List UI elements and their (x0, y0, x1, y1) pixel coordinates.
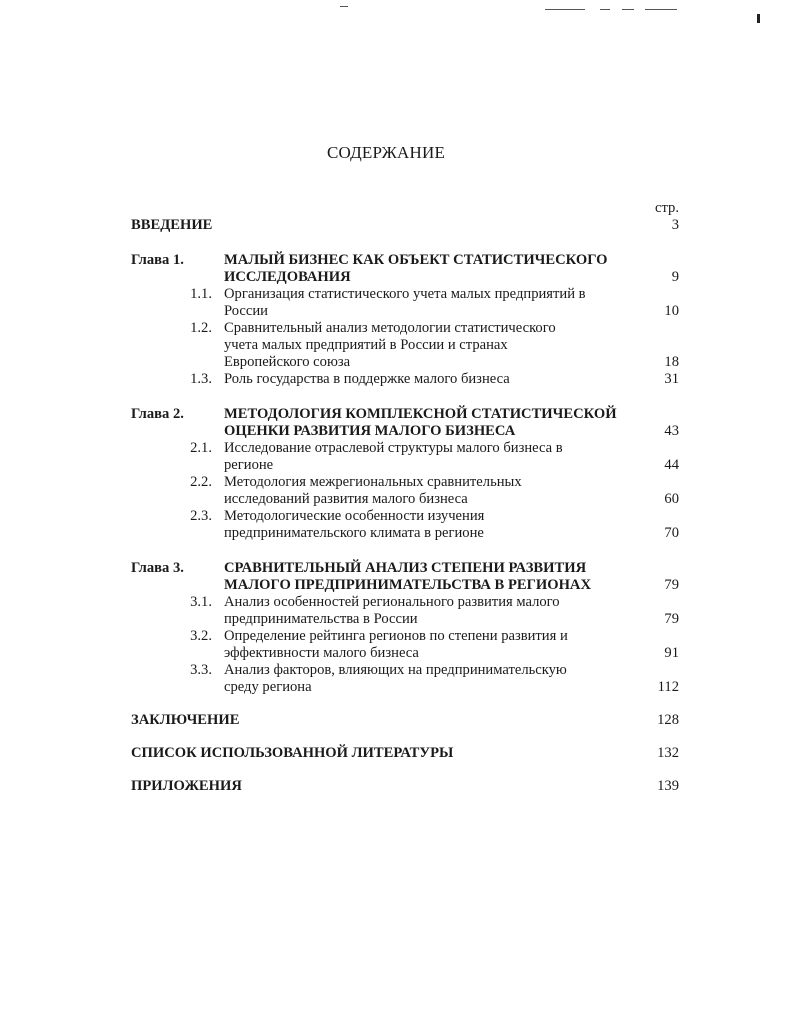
chapter-list (131, 252, 679, 696)
section-title-line: Методология межрегиональных сравнительных (224, 474, 522, 490)
entry-page: 44 (664, 457, 679, 473)
section-number: 3.2. (190, 628, 212, 644)
section-title-line: регионе (224, 457, 274, 473)
section-title-line: предпринимательства в России (224, 611, 418, 627)
entry-page: 79 (664, 577, 679, 593)
chapter-title (224, 406, 679, 440)
section-title-line: России (224, 303, 268, 319)
table-of-contents (131, 200, 679, 795)
toc-entry-section[interactable] (131, 628, 679, 662)
entry-page: 70 (664, 525, 679, 541)
section-number: 3.1. (190, 594, 212, 610)
scan-artifact (340, 6, 348, 7)
chapter-title (224, 252, 679, 286)
chapter-label: Глава 3. (131, 560, 184, 576)
section-title (224, 440, 679, 474)
section-title-line: Методологические особенности изучения (224, 508, 485, 524)
section-number: 3.3. (190, 662, 212, 678)
section-title-line: среду региона (224, 679, 312, 695)
section-title-line: Определение рейтинга регионов по степени развития и (224, 628, 568, 644)
toc-entry-section[interactable] (131, 286, 679, 320)
section-title-line: Роль государства в поддержке малого бизнеса (224, 371, 510, 387)
entry-page: 18 (664, 354, 679, 370)
entry-page: 91 (664, 645, 679, 661)
toc-entry-chapter[interactable] (131, 252, 679, 286)
scan-artifact (757, 14, 760, 23)
section-title-line: Исследование отраслевой структуры малого бизнеса в (224, 440, 563, 456)
section-number: 1.1. (190, 286, 212, 302)
chapter-title-line: МАЛОГО ПРЕДПРИНИМАТЕЛЬСТВА В РЕГИОНАХ (224, 577, 592, 593)
scan-artifact (545, 9, 585, 10)
chapter-title-line: СРАВНИТЕЛЬНЫЙ АНАЛИЗ СТЕПЕНИ РАЗВИТИЯ (224, 560, 587, 576)
section-title-line: учета малых предприятий в России и странах (224, 337, 508, 353)
section-number: 1.2. (190, 320, 212, 336)
toc-entry-section[interactable] (131, 662, 679, 696)
section-title-line: исследований развития малого бизнеса (224, 491, 468, 507)
toc-entry-section[interactable] (131, 594, 679, 628)
section-number: 2.2. (190, 474, 212, 490)
toc-entry-section[interactable] (131, 371, 679, 388)
toc-entry-intro[interactable] (131, 217, 679, 234)
entry-page: 43 (664, 423, 679, 439)
page-column-header: стр. (655, 200, 679, 216)
chapter-block (131, 560, 679, 696)
section-title-line: Европейского союза (224, 354, 351, 370)
toc-entry-conclusion[interactable] (131, 712, 679, 729)
chapter-title-line: МЕТОДОЛОГИЯ КОМПЛЕКСНОЙ СТАТИСТИЧЕСКОЙ (224, 406, 617, 422)
toc-entry-section[interactable] (131, 440, 679, 474)
chapter-title-line: ИССЛЕДОВАНИЯ (224, 269, 351, 285)
chapter-block (131, 406, 679, 542)
toc-entry-chapter[interactable] (131, 560, 679, 594)
section-title (224, 371, 679, 388)
section-title (224, 508, 679, 542)
section-title-line: Анализ факторов, влияющих на предпринимательскую (224, 662, 567, 678)
toc-entry-chapter[interactable] (131, 406, 679, 440)
entry-page: 128 (657, 712, 679, 728)
entry-page: 9 (671, 269, 679, 285)
toc-entry-references[interactable] (131, 745, 679, 762)
chapter-title-line: МАЛЫЙ БИЗНЕС КАК ОБЪЕКТ СТАТИСТИЧЕСКОГО (224, 252, 608, 268)
section-title-line: предпринимательского климата в регионе (224, 525, 484, 541)
chapter-title (224, 560, 679, 594)
section-title (224, 594, 679, 628)
page-title: СОДЕРЖАНИЕ (326, 143, 446, 162)
entry-page: 132 (657, 745, 679, 761)
section-title-line: Анализ особенностей регионального развития малого (224, 594, 560, 610)
chapter-label: Глава 1. (131, 252, 184, 268)
entry-page: 139 (657, 778, 679, 794)
entry-page: 31 (664, 371, 679, 387)
entry-label: ПРИЛОЖЕНИЯ (131, 778, 242, 794)
chapter-block (131, 252, 679, 388)
toc-entry-section[interactable] (131, 474, 679, 508)
chapter-label: Глава 2. (131, 406, 184, 422)
entry-page: 79 (664, 611, 679, 627)
entry-page: 112 (657, 679, 679, 695)
entry-page: 3 (671, 217, 679, 233)
toc-entry-section[interactable] (131, 508, 679, 542)
section-title (224, 286, 679, 320)
toc-entry-section[interactable] (131, 320, 679, 371)
scan-artifact (645, 9, 677, 10)
entry-page: 10 (664, 303, 679, 319)
section-title-line: эффективности малого бизнеса (224, 645, 419, 661)
section-number: 2.3. (190, 508, 212, 524)
section-title (224, 320, 679, 371)
toc-entry-appendices[interactable] (131, 778, 679, 795)
section-number: 2.1. (190, 440, 212, 456)
section-title (224, 474, 679, 508)
entry-label: ЗАКЛЮЧЕНИЕ (131, 712, 240, 728)
section-number: 1.3. (190, 371, 212, 387)
entry-label: СПИСОК ИСПОЛЬЗОВАННОЙ ЛИТЕРАТУРЫ (131, 745, 454, 761)
entry-label: ВВЕДЕНИЕ (131, 217, 213, 233)
scan-artifact (600, 9, 610, 10)
section-title-line: Организация статистического учета малых предприятий в (224, 286, 586, 302)
chapter-title-line: ОЦЕНКИ РАЗВИТИЯ МАЛОГО БИЗНЕСА (224, 423, 516, 439)
section-title (224, 662, 679, 696)
scan-artifact (622, 9, 634, 10)
section-title (224, 628, 679, 662)
entry-page: 60 (664, 491, 679, 507)
section-title-line: Сравнительный анализ методологии статистического (224, 320, 556, 336)
